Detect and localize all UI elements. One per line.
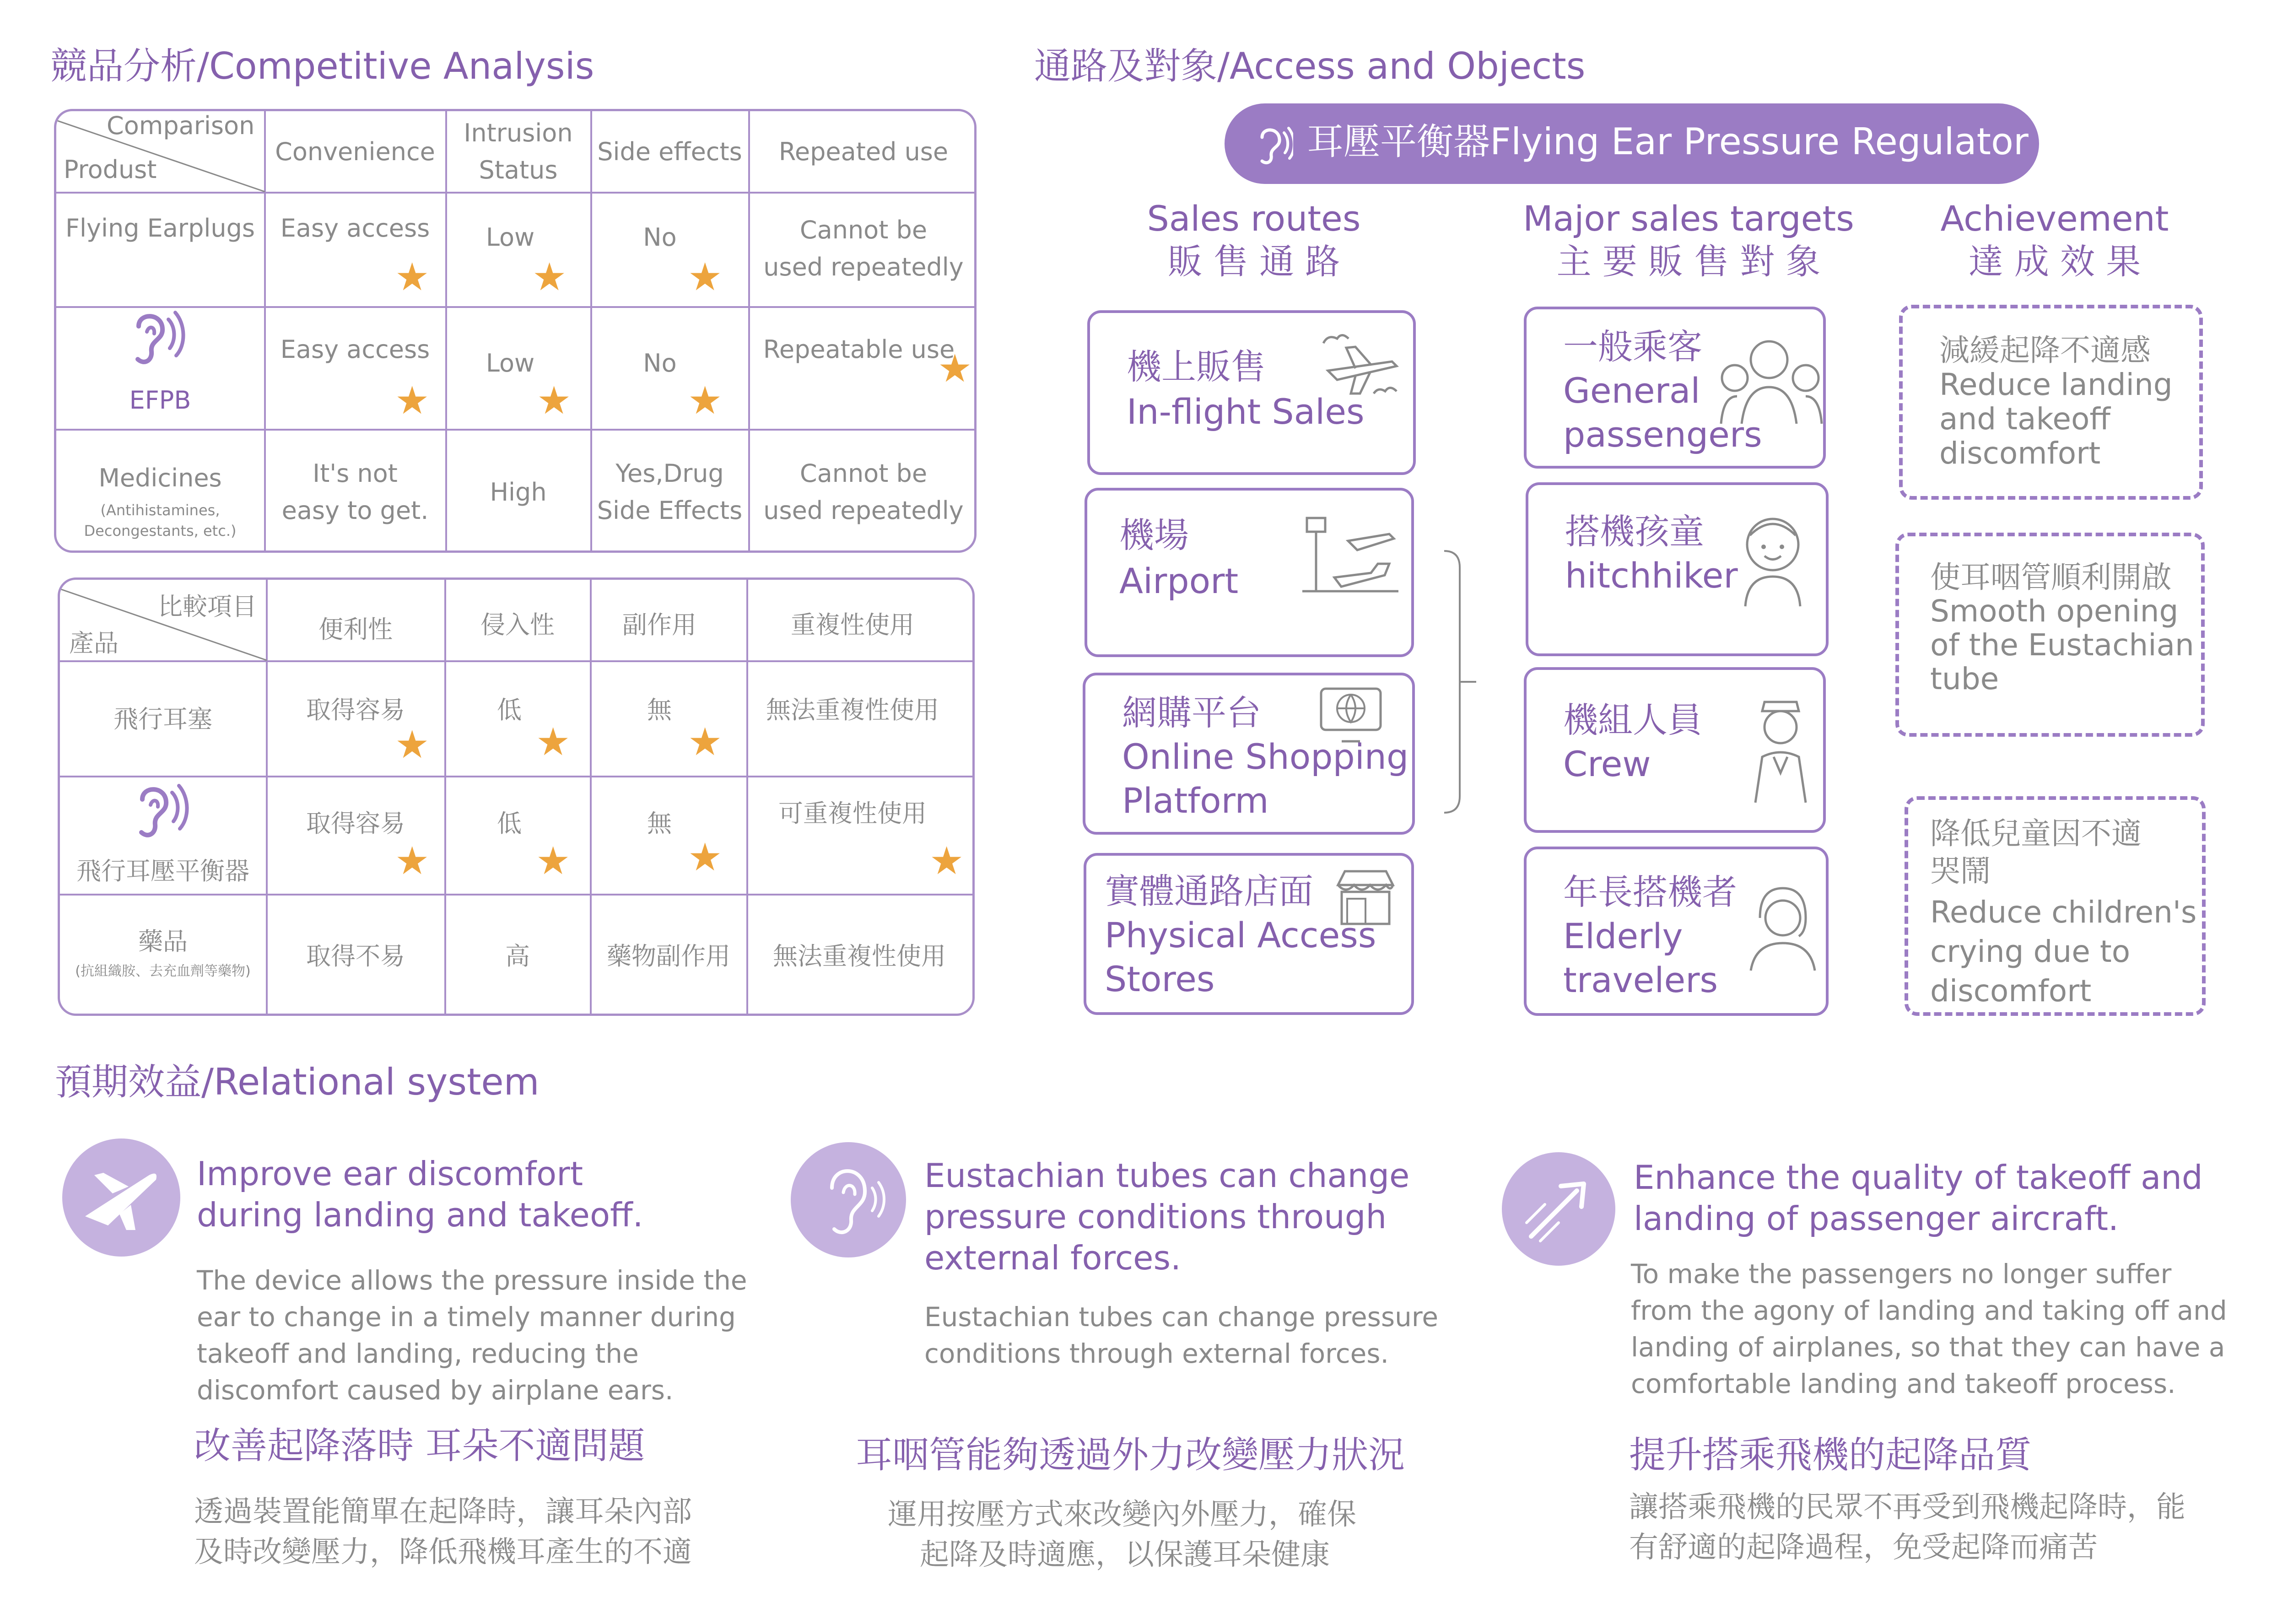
cell-value: It's not easy to get.	[281, 459, 429, 525]
airport-tower-icon	[1298, 513, 1403, 605]
route-en: In-flight Sales	[1127, 391, 1365, 432]
achievement-zh: 使耳咽管順利開啟	[1930, 560, 2172, 595]
bracket-connector	[1441, 549, 1478, 815]
achievement-children	[1905, 796, 2206, 1016]
benefit-desc: landing of airplanes, so that they can have a	[1631, 1332, 2225, 1363]
route-inflight	[1087, 310, 1416, 475]
target-en: Elderly	[1563, 916, 1683, 956]
benefit-zh-title: 改善起降落時 耳朵不適問題	[194, 1424, 645, 1467]
route-stores	[1084, 853, 1414, 1015]
row-name-flying-earplugs: Flying Earplugs	[65, 213, 255, 243]
star-icon: ★	[688, 378, 723, 423]
achievement-en: of the Eustachian	[1930, 627, 2194, 663]
row-name-flying-earplugs: 飛行耳塞	[113, 704, 212, 734]
cell-value: 無	[647, 695, 672, 724]
airplane-clouds-icon	[1319, 325, 1401, 407]
storefront-icon	[1333, 867, 1398, 931]
benefit-zh-title: 耳咽管能夠透過外力改變壓力狀況	[856, 1434, 1405, 1476]
cell-value: 取得容易	[306, 695, 405, 724]
star-icon: ★	[688, 254, 723, 299]
header-repeated-use: 重複性使用	[791, 610, 914, 639]
route-zh: 機上販售	[1127, 346, 1266, 387]
benefit-desc: discomfort caused by airplane ears.	[197, 1375, 674, 1406]
benefit-zh-desc: 有舒適的起降過程，免受起降而痛苦	[1629, 1531, 2098, 1565]
competitive-title: 競品分析/Competitive Analysis	[50, 45, 594, 87]
target-general	[1524, 307, 1826, 469]
achievement-en: Reduce landing	[1939, 367, 2173, 402]
targets-heading-zh: 主 要 販 售 對 象	[1556, 241, 1821, 282]
achievement-en: tube	[1930, 661, 1999, 696]
relational-title: 預期效益/Relational system	[55, 1061, 540, 1103]
target-en: travelers	[1563, 960, 1718, 1000]
target-en: passengers	[1563, 414, 1762, 455]
achievement-zh: 減緩起降不適感	[1939, 333, 2151, 368]
corner-label-bottom: Produst	[64, 155, 157, 184]
achievement-en: discomfort	[1930, 973, 2092, 1009]
benefit-zh-desc: 起降及時適應，以保護耳朵健康	[920, 1538, 1330, 1572]
benefit-desc: Eustachian tubes can change pressure	[924, 1301, 1439, 1333]
star-icon: ★	[532, 254, 567, 299]
header-side-effects: Side effects	[597, 137, 742, 166]
cell-value: No	[643, 222, 677, 252]
ear-logo-icon	[125, 308, 189, 377]
cell-value: Low	[486, 348, 535, 378]
achievement-en: crying due to	[1930, 934, 2131, 969]
row-name-medicines: 藥品	[138, 927, 188, 956]
cell-value: Cannot be used repeatedly	[763, 459, 964, 525]
benefit-desc: ear to change in a timely manner during	[197, 1301, 736, 1333]
achievement-zh: 哭鬧	[1930, 853, 1991, 889]
star-icon: ★	[536, 719, 571, 764]
benefit-title: during landing and takeoff.	[197, 1196, 643, 1234]
cell-value: 無法重複性使用	[773, 941, 946, 971]
target-crew	[1524, 667, 1826, 833]
benefit-desc: To make the passengers no longer suffer	[1631, 1258, 2172, 1289]
row-name-efpb: 飛行耳壓平衡器	[76, 857, 249, 885]
corner-label-top: Comparison	[107, 111, 255, 140]
cell-value: 無	[647, 809, 672, 838]
benefit-desc: The device allows the pressure inside the	[197, 1265, 747, 1296]
achievement-heading-en: Achievement	[1940, 198, 2169, 239]
routes-heading-zh: 販 售 通 路	[1167, 241, 1340, 282]
targets-heading-en: Major sales targets	[1523, 198, 1854, 239]
group-people-icon	[1719, 332, 1824, 433]
comparison-table-zh	[58, 577, 975, 1016]
target-en: General	[1563, 370, 1700, 411]
header-convenience: 便利性	[318, 615, 393, 644]
route-zh: 實體通路店面	[1105, 871, 1313, 912]
target-elderly	[1524, 847, 1829, 1016]
ear-logo-icon	[129, 781, 193, 850]
target-zh: 機組人員	[1563, 700, 1702, 740]
route-online	[1083, 673, 1415, 835]
benefit-title: external forces.	[924, 1239, 1181, 1277]
achievement-reduce	[1899, 305, 2203, 500]
star-icon: ★	[395, 722, 430, 767]
benefit-title: Improve ear discomfort	[197, 1155, 583, 1193]
route-zh: 機場	[1119, 515, 1189, 556]
star-icon: ★	[688, 835, 723, 879]
benefit-title: landing of passenger aircraft.	[1634, 1199, 2119, 1238]
cell-value: Yes,Drug Side Effects	[597, 459, 743, 525]
cell-value: 可重複性使用	[778, 799, 927, 828]
achievement-en: Reduce children's	[1930, 895, 2197, 930]
star-icon: ★	[938, 346, 972, 391]
header-convenience: Convenience	[275, 137, 435, 166]
benefit-title: Enhance the quality of takeoff and	[1634, 1158, 2203, 1197]
comparison-table-en	[54, 109, 977, 553]
route-en: Airport	[1119, 561, 1239, 601]
product-name: 耳壓平衡器Flying Ear Pressure Regulator	[1307, 120, 2029, 163]
cell-value: 低	[497, 809, 522, 838]
cell-value: 取得不易	[306, 941, 405, 971]
row-name-medicines: Medicines	[98, 464, 222, 492]
route-en: Platform	[1122, 780, 1269, 821]
header-intrusion: Intrusion Status	[464, 119, 573, 184]
rising-arrow-icon	[1522, 1172, 1595, 1246]
benefit-title: pressure conditions through	[924, 1198, 1387, 1236]
star-icon: ★	[536, 838, 571, 883]
cell-value: 取得容易	[306, 809, 405, 838]
target-zh: 年長搭機者	[1563, 872, 1737, 912]
benefit-zh-desc: 及時改變壓力，降低飛機耳產生的不適	[194, 1535, 692, 1569]
achievement-heading-zh: 達 成 效 果	[1968, 241, 2141, 282]
online-shop-icon	[1314, 682, 1387, 746]
star-icon: ★	[395, 838, 430, 883]
cell-value: Cannot be used repeatedly	[763, 216, 964, 281]
child-icon	[1732, 508, 1814, 609]
benefit-zh-desc: 透過裝置能簡單在起降時，讓耳朵內部	[194, 1495, 692, 1529]
corner-label-top: 比較項目	[158, 592, 257, 621]
benefit-zh-desc: 運用按壓方式來改變內外壓力，確保	[888, 1498, 1356, 1532]
ear-logo-icon	[1252, 124, 1293, 165]
routes-heading-en: Sales routes	[1147, 198, 1361, 239]
cell-value: High	[490, 477, 547, 507]
cell-value: Repeatable use	[763, 335, 955, 364]
target-zh: 一般乘客	[1563, 326, 1702, 367]
star-icon: ★	[688, 719, 723, 764]
cell-value: Easy access	[280, 213, 430, 243]
route-en: Stores	[1105, 959, 1215, 999]
cell-value: Easy access	[280, 335, 430, 364]
header-intrusion: 侵入性	[480, 610, 555, 639]
access-title: 通路及對象/Access and Objects	[1034, 45, 1586, 87]
elderly-woman-icon	[1742, 881, 1824, 973]
achievement-en: discomfort	[1939, 436, 2101, 471]
row-subtext: (Antihistamines, Decongestants, etc.)	[84, 502, 237, 540]
achievement-open	[1895, 533, 2205, 737]
airplane-icon	[81, 1161, 163, 1235]
header-repeated-use: Repeated use	[778, 137, 949, 166]
target-zh: 搭機孩童	[1565, 511, 1704, 552]
benefit-zh-title: 提升搭乘飛機的起降品質	[1629, 1434, 2032, 1476]
target-child	[1526, 482, 1829, 656]
benefit-desc: takeoff and landing, reducing the	[197, 1338, 639, 1369]
benefit-icon-circle	[1502, 1152, 1615, 1266]
cell-value: 藥物副作用	[607, 941, 730, 971]
cell-value: No	[643, 348, 677, 378]
route-en: Online Shopping	[1122, 736, 1409, 777]
corner-label-bottom: 產品	[69, 629, 119, 658]
cell-value: Low	[486, 222, 535, 252]
benefit-desc: from the agony of landing and taking off and	[1631, 1295, 2227, 1326]
row-name-efpb: EFPB	[129, 386, 191, 415]
benefit-zh-desc: 讓搭乘飛機的民眾不再受到飛機起降時，能	[1629, 1490, 2185, 1524]
benefit-title: Eustachian tubes can change	[924, 1156, 1410, 1195]
benefit-icon-circle	[791, 1142, 906, 1257]
target-en: Crew	[1563, 744, 1651, 784]
header-side-effects: 副作用	[622, 610, 696, 639]
star-icon: ★	[395, 254, 430, 299]
benefit-icon-circle	[62, 1138, 180, 1257]
achievement-en: Smooth opening	[1930, 593, 2179, 629]
route-en: Physical Access	[1105, 915, 1376, 955]
target-en: hitchhiker	[1565, 555, 1738, 596]
flight-attendant-icon	[1742, 693, 1819, 807]
star-icon: ★	[929, 838, 964, 883]
cell-value: 低	[497, 695, 522, 724]
star-icon: ★	[537, 378, 572, 423]
achievement-zh: 降低兒童因不適	[1930, 816, 2142, 851]
ear-sound-icon	[814, 1160, 891, 1238]
route-airport	[1085, 488, 1414, 657]
star-icon: ★	[395, 378, 430, 423]
cell-value: 無法重複性使用	[766, 695, 939, 724]
benefit-desc: comfortable landing and takeoff process.	[1631, 1368, 2176, 1399]
product-banner	[1225, 103, 2039, 184]
row-subtext: (抗組織胺、去充血劑等藥物)	[75, 963, 251, 979]
benefit-desc: conditions through external forces.	[924, 1338, 1389, 1369]
achievement-en: and takeoff	[1939, 401, 2110, 437]
cell-value: 高	[505, 941, 530, 971]
route-zh: 網購平台	[1122, 692, 1261, 733]
